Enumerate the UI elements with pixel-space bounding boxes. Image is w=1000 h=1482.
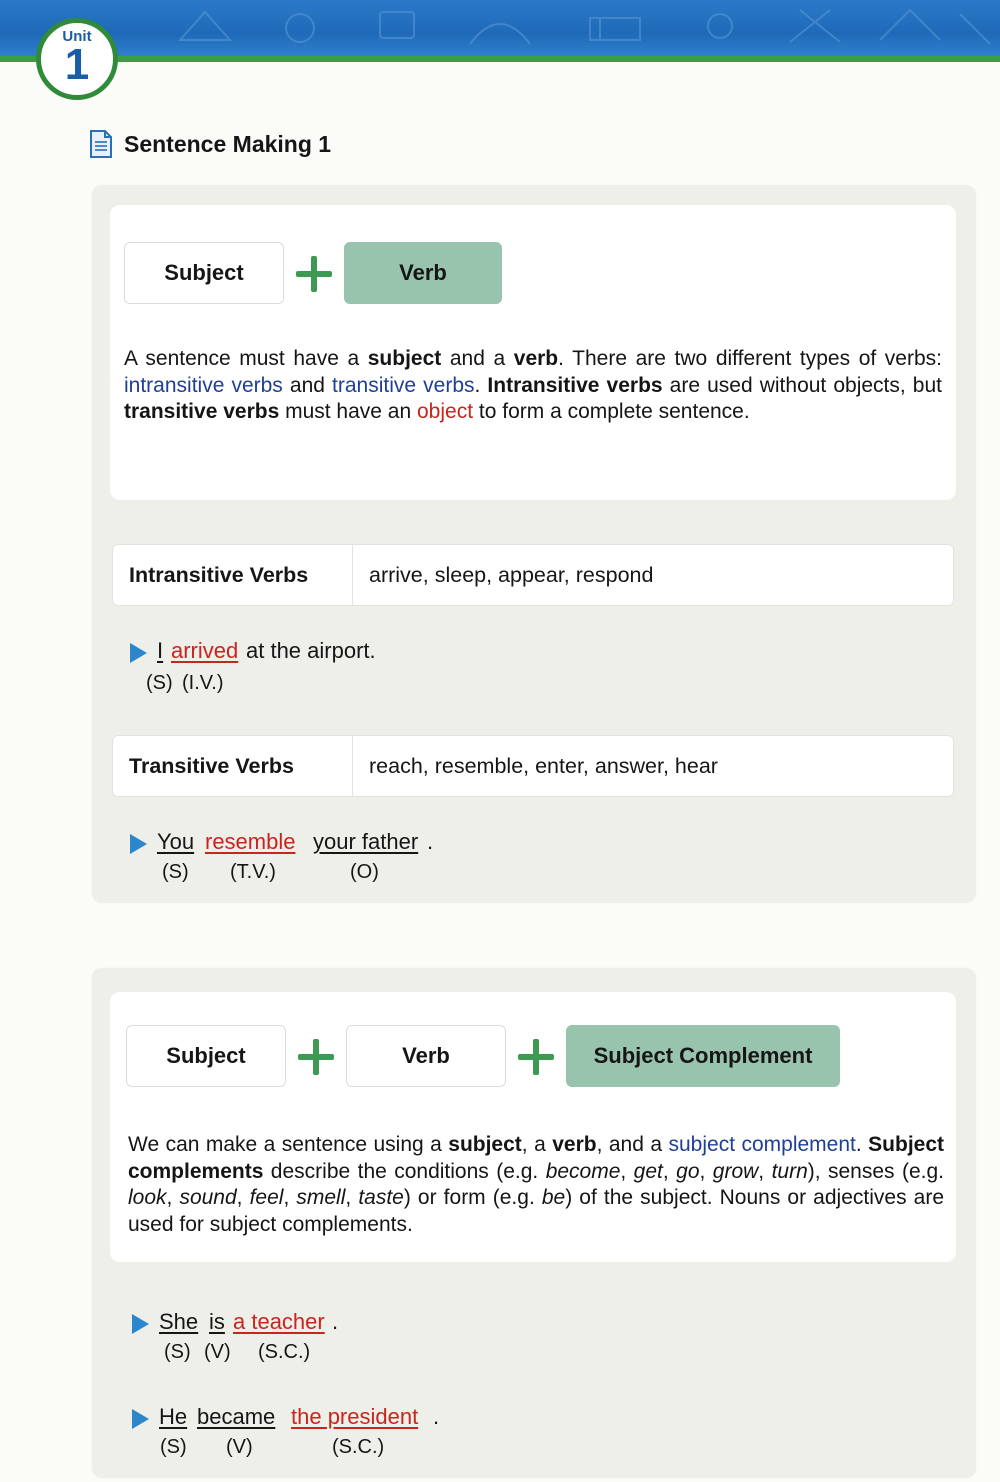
term-transitive: transitive verbs — [332, 373, 475, 397]
row-label: Transitive Verbs — [129, 754, 294, 778]
formula-verb: Verb — [344, 242, 502, 304]
example-label-sc: (S.C.) — [332, 1436, 385, 1458]
document-icon — [88, 129, 114, 159]
section-heading — [88, 128, 331, 160]
formula-subject-complement: Subject Complement — [566, 1025, 840, 1087]
example-label-sc: (S.C.) — [258, 1341, 311, 1363]
section-title: Sentence Making 1 — [124, 130, 332, 157]
term-verb: verb — [552, 1133, 597, 1156]
formula-subject: Subject — [124, 242, 284, 304]
example-word-complement: the president — [291, 1404, 419, 1429]
example-word-subject: He — [159, 1404, 188, 1429]
example-sentence-4 — [132, 1404, 572, 1464]
triangle-bullet-icon — [130, 834, 147, 854]
row-divider — [352, 736, 353, 796]
example-rest: at the airport. — [246, 638, 376, 663]
example-label-s: (S) — [162, 861, 189, 883]
unit-badge — [36, 18, 118, 100]
example-label-iv: (I.V.) — [182, 672, 224, 694]
term-transitive-bold: transitive verbs — [124, 400, 280, 423]
plus-icon — [298, 1039, 334, 1075]
term-subject: subject — [448, 1133, 522, 1156]
row-divider — [352, 545, 353, 605]
example-label-v: (V) — [226, 1436, 253, 1458]
triangle-bullet-icon — [132, 1409, 149, 1429]
triangle-bullet-icon — [130, 643, 147, 663]
example-word-verb: resemble — [205, 829, 296, 854]
unit-label: Unit — [62, 28, 92, 45]
example-period: . — [427, 829, 434, 854]
unit-number: 1 — [64, 40, 90, 89]
example-label-s: (S) — [160, 1436, 187, 1458]
header-pattern-icon — [0, 0, 1000, 56]
formula-verb: Verb — [346, 1025, 506, 1087]
row-examples: arrive, sleep, appear, respond — [369, 563, 654, 587]
triangle-bullet-icon — [132, 1314, 149, 1334]
example-period: . — [433, 1404, 440, 1429]
intransitive-verbs-row — [112, 544, 954, 606]
example-word-verb: is — [209, 1309, 225, 1334]
example-word-subject: I — [157, 638, 164, 663]
example-word-subject: She — [159, 1309, 199, 1334]
example-word-verb: became — [197, 1404, 276, 1429]
definition-paragraph: We can make a sentence using a subject, a verb, and a subject complement. Subject complements describe the conditions (e.g. become, get, go, grow, turn), senses (e.g. look, sound, feel, smell, taste) or form (e.g. be) of the subject. Nouns or adjectives are used for subject complements. — [128, 1133, 945, 1236]
term-object: object — [417, 400, 474, 423]
formula-subject: Subject — [126, 1025, 286, 1087]
row-label: Intransitive Verbs — [129, 563, 309, 587]
plus-icon — [518, 1039, 554, 1075]
example-sentence-3 — [132, 1309, 552, 1369]
term-subject-complement: subject complement — [668, 1133, 856, 1156]
example-sentence-1 — [130, 638, 530, 698]
row-examples: reach, resemble, enter, answer, hear — [369, 754, 718, 778]
term-intransitive: intransitive verbs — [124, 373, 283, 397]
term-subject-complements-bold: Subject complements — [128, 1133, 945, 1183]
example-word-complement: a teacher — [233, 1309, 325, 1334]
header-band — [0, 0, 1000, 56]
definition-paragraph: A sentence must have a subject and a verb. There are two different types of verbs: intransitive verbs and transitive verbs. Intransitive verbs are used without objects, but transitive verbs must have an object to form a complete sentence. — [124, 347, 942, 423]
term-verb: verb — [513, 347, 559, 370]
example-word-subject: You — [157, 829, 195, 854]
transitive-verbs-row — [112, 735, 954, 797]
plus-icon — [296, 256, 332, 292]
term-intransitive-bold: Intransitive verbs — [487, 373, 663, 397]
term-subject: subject — [367, 347, 442, 370]
example-label-v: (V) — [204, 1341, 231, 1363]
example-period: . — [332, 1309, 339, 1334]
example-label-s: (S) — [146, 672, 173, 694]
example-label-s: (S) — [164, 1341, 191, 1363]
example-word-object: your father — [313, 829, 419, 854]
header-rule — [0, 56, 1000, 62]
example-label-o: (O) — [350, 861, 379, 883]
example-sentence-2 — [130, 829, 550, 889]
example-label-tv: (T.V.) — [230, 861, 276, 883]
example-word-verb: arrived — [171, 638, 239, 663]
